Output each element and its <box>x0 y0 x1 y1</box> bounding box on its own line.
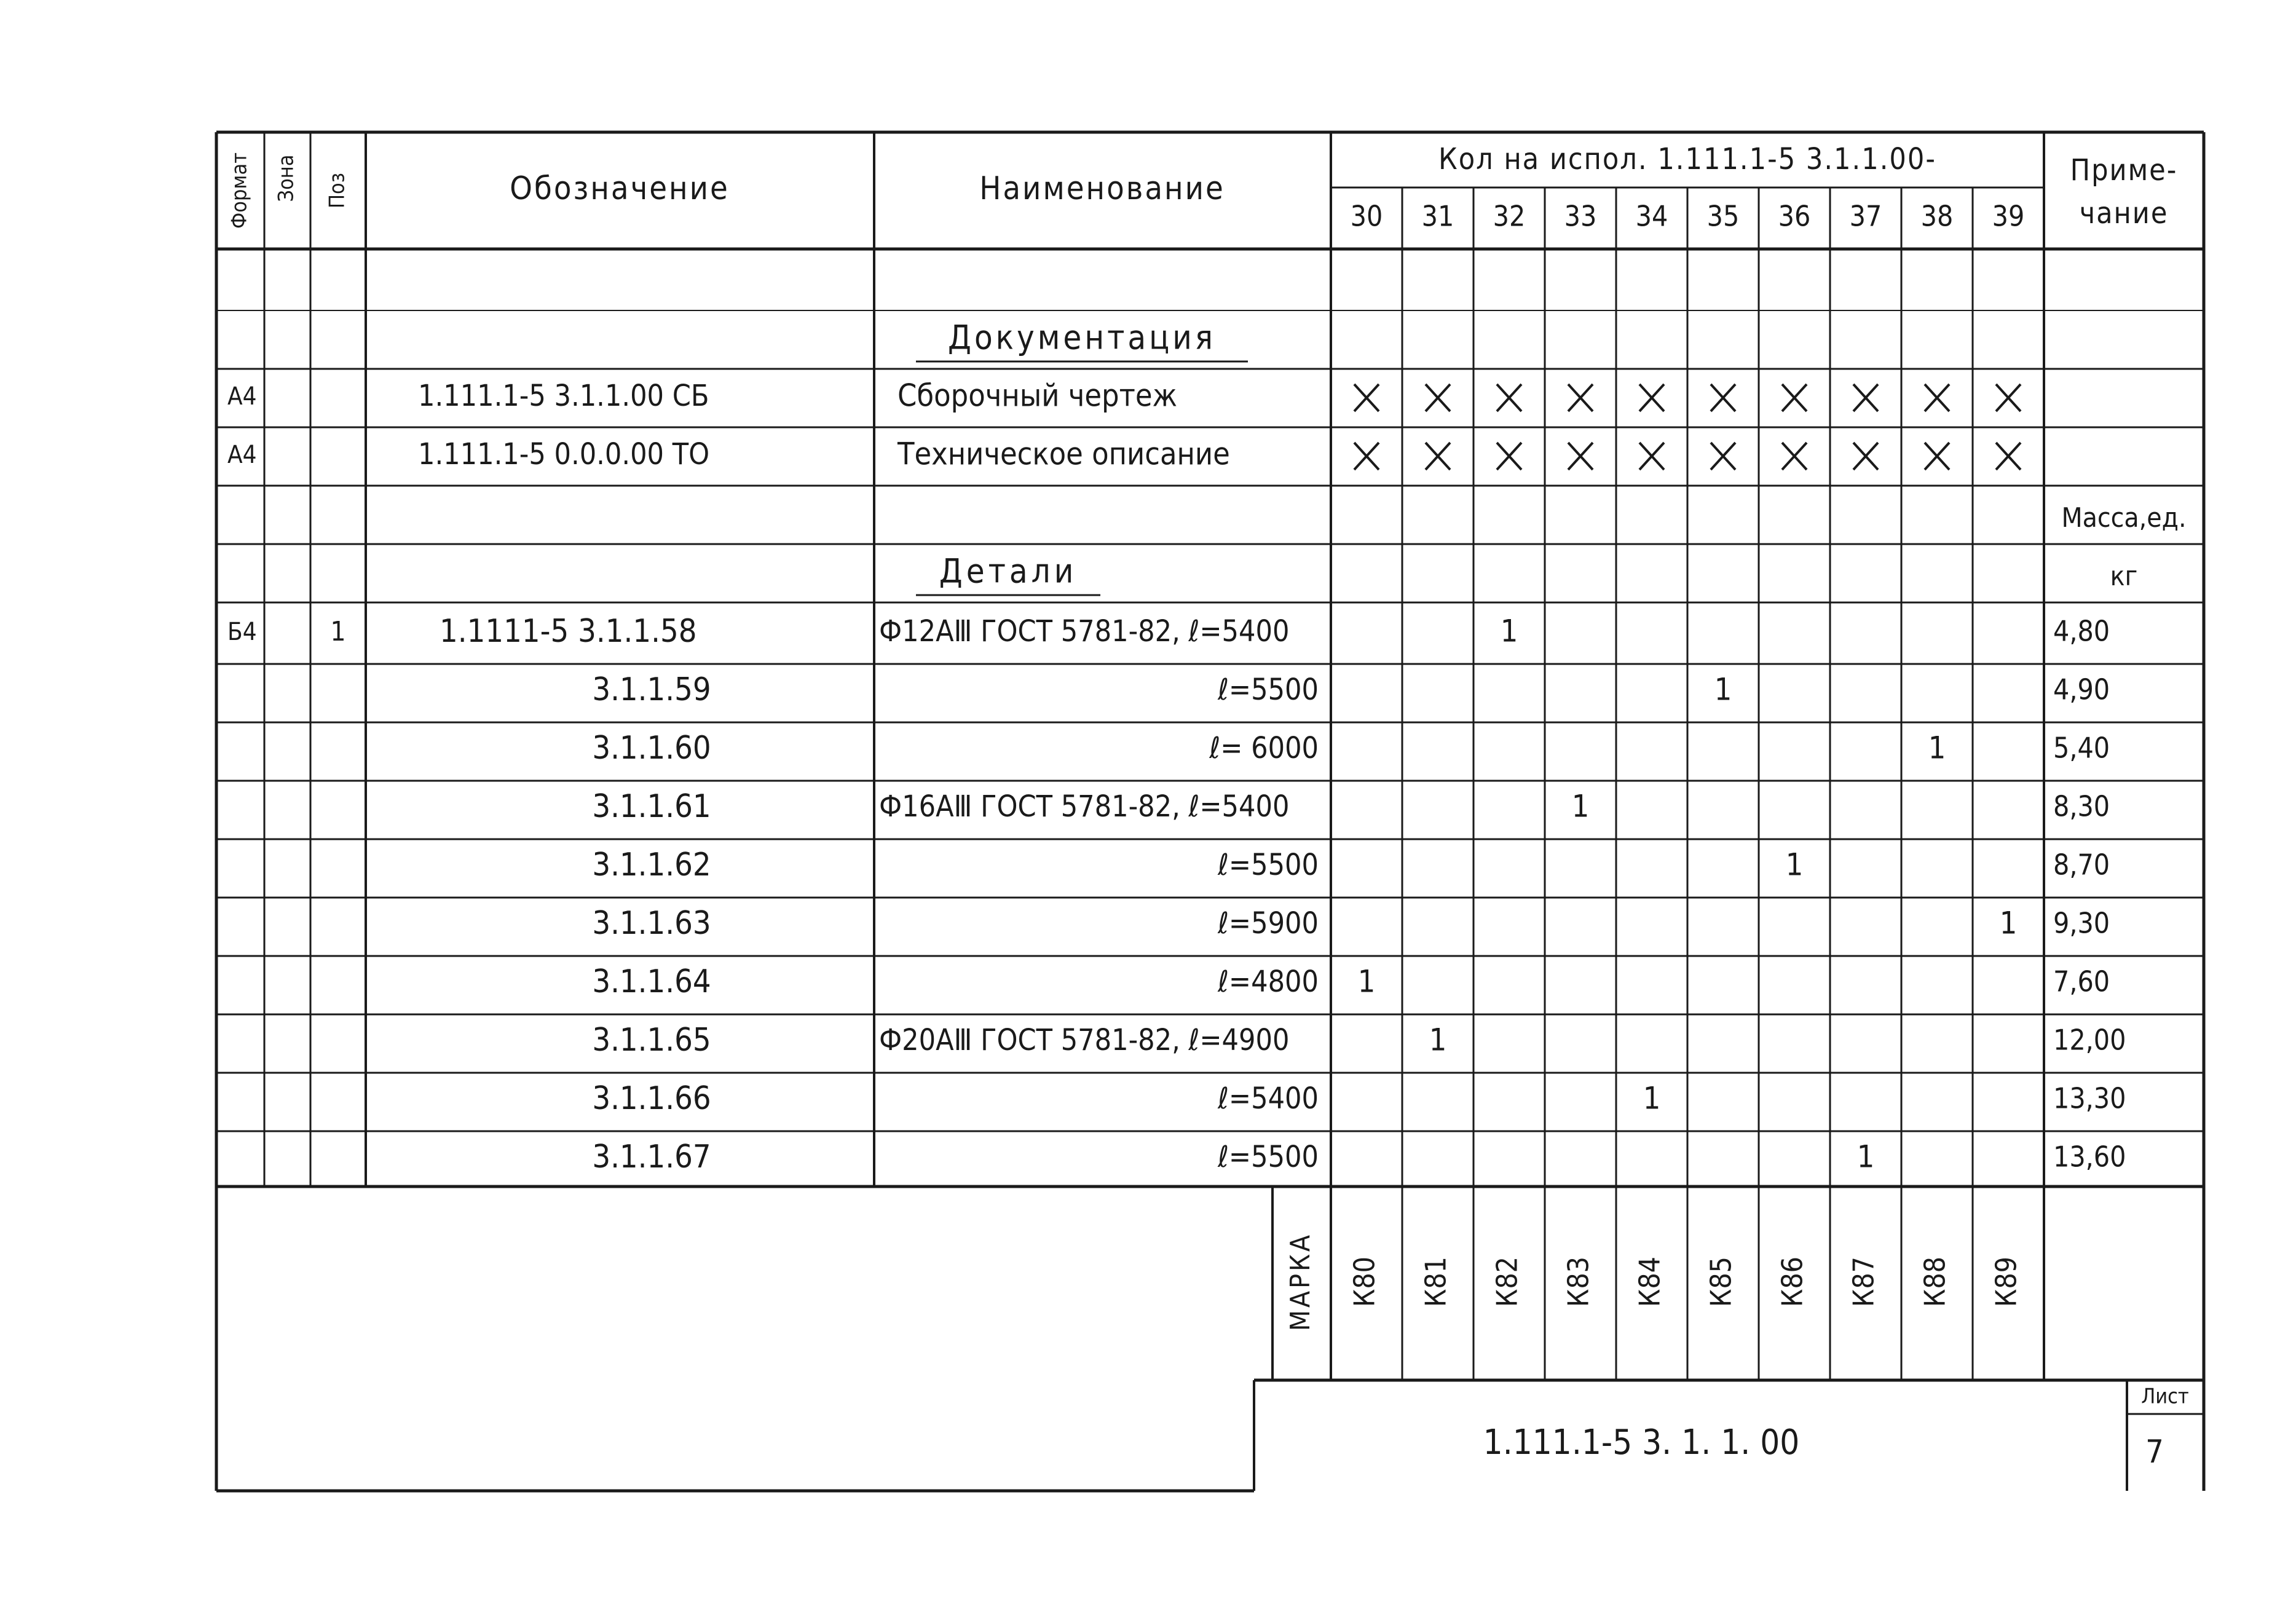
section-documentation: Документация <box>948 318 1216 357</box>
part-designation: 3.1.1.60 <box>592 730 711 767</box>
part-designation: 3.1.1.65 <box>592 1022 711 1059</box>
part-name: ℓ=5500 <box>1218 848 1319 882</box>
marka-mark-82: К82 <box>1490 1256 1524 1308</box>
variant-header-32: 32 <box>1493 199 1526 233</box>
header-designation: Обозначение <box>510 170 730 207</box>
part-mass: 8,30 <box>2053 789 2110 823</box>
header-qty-title: Кол на испол. 1.111.1-5 3.1.1.00- <box>1438 142 1936 176</box>
part-qty: 1 <box>1643 1080 1661 1116</box>
document-row <box>227 378 2021 414</box>
doc-format: А4 <box>227 441 257 469</box>
document-row <box>227 436 2021 472</box>
cross-mark <box>1568 443 1593 470</box>
part-designation: 3.1.1.64 <box>592 963 711 1000</box>
part-mass: 7,60 <box>2053 965 2110 998</box>
cross-mark <box>1782 384 1807 411</box>
cross-mark <box>1996 443 2021 470</box>
part-mass: 9,30 <box>2053 906 2110 940</box>
marka-mark-81: К81 <box>1419 1256 1453 1308</box>
part-mass: 4,80 <box>2053 614 2110 648</box>
part-name: ℓ= 6000 <box>1209 731 1319 765</box>
header-pos: Поз <box>325 173 350 208</box>
part-name: ℓ=5400 <box>1218 1081 1319 1116</box>
parts-rows <box>227 613 2126 1175</box>
marka-mark-84: К84 <box>1633 1256 1667 1308</box>
part-row <box>592 730 2110 767</box>
cross-mark <box>1426 384 1450 411</box>
marka-mark-80: К80 <box>1347 1256 1381 1308</box>
part-mass: 13,60 <box>2053 1140 2126 1174</box>
part-designation: 3.1.1.67 <box>592 1139 711 1175</box>
marka-mark-87: К87 <box>1847 1256 1880 1308</box>
part-mass: 8,70 <box>2053 848 2110 882</box>
variant-header-31: 31 <box>1421 199 1454 233</box>
header-note-line1: Приме- <box>2070 153 2178 188</box>
marka-mark-83: К83 <box>1561 1256 1595 1308</box>
marka-mark-85: К85 <box>1704 1256 1738 1308</box>
cross-mark <box>1639 384 1664 411</box>
doc-designation: 1.111.1-5 3.1.1.00 СБ <box>418 379 709 413</box>
mass-label-line1: Масса,ед. <box>2061 502 2187 534</box>
part-qty: 1 <box>1357 963 1376 1000</box>
header-name: Наименование <box>979 170 1225 207</box>
part-format: Б4 <box>227 618 257 646</box>
cross-mark <box>1426 443 1450 470</box>
variant-header-33: 33 <box>1564 199 1597 233</box>
cross-mark <box>1996 384 2021 411</box>
part-row <box>592 1022 2126 1059</box>
part-row <box>592 1139 2126 1175</box>
part-designation: 3.1.1.63 <box>592 905 711 942</box>
sheet-label: Лист <box>2141 1384 2189 1409</box>
part-mass: 5,40 <box>2053 731 2110 765</box>
header-format: Формат <box>227 152 252 229</box>
mass-label-line2: кг <box>2110 561 2138 592</box>
part-row <box>592 963 2110 1000</box>
part-designation: 3.1.1.61 <box>592 788 711 825</box>
doc-name: Техническое описание <box>897 436 1230 472</box>
part-qty: 1 <box>1785 847 1804 883</box>
marka-label: МАРКА <box>1285 1232 1316 1332</box>
variant-header-37: 37 <box>1849 199 1882 233</box>
cross-mark <box>1497 384 1521 411</box>
part-designation: 1.1111-5 3.1.1.58 <box>440 613 697 650</box>
part-qty: 1 <box>1500 613 1518 649</box>
title-code: 1.111.1-5 3. 1. 1. 00 <box>1483 1423 1800 1463</box>
variant-header-35: 35 <box>1706 199 1740 233</box>
marka-block <box>1285 1233 2023 1331</box>
doc-format: А4 <box>227 382 257 411</box>
part-mass: 13,30 <box>2053 1081 2126 1115</box>
part-row <box>592 905 2110 942</box>
part-row <box>592 1080 2126 1117</box>
part-row <box>592 788 2110 825</box>
cross-mark <box>1711 384 1735 411</box>
part-name: Ф20АⅢ ГОСТ 5781-82, ℓ=4900 <box>879 1023 1290 1057</box>
header-zone: Зона <box>274 154 299 202</box>
part-designation: 3.1.1.59 <box>592 671 711 708</box>
part-qty: 1 <box>1429 1022 1447 1058</box>
cross-mark <box>1354 443 1379 470</box>
header-note-line2: чание <box>2079 196 2169 231</box>
marka-marks <box>1348 1257 2023 1307</box>
cross-mark <box>1568 384 1593 411</box>
sheet-number: 7 <box>2145 1434 2164 1471</box>
doc-designation: 1.111.1-5 0.0.0.00 ТО <box>418 437 710 472</box>
part-name: ℓ=4800 <box>1218 965 1319 999</box>
part-qty: 1 <box>1856 1139 1875 1175</box>
marka-mark-88: К88 <box>1918 1256 1952 1308</box>
part-qty: 1 <box>1928 730 1946 766</box>
part-name: ℓ=5500 <box>1218 1140 1319 1174</box>
part-designation: 3.1.1.66 <box>592 1080 711 1117</box>
cross-mark <box>1711 443 1735 470</box>
variant-header-34: 34 <box>1635 199 1668 233</box>
part-row <box>592 847 2110 883</box>
part-name: ℓ=5500 <box>1218 673 1319 707</box>
cross-mark <box>1925 384 1949 411</box>
part-mass: 4,90 <box>2053 673 2110 706</box>
variant-header-38: 38 <box>1920 199 1954 233</box>
part-pos: 1 <box>330 616 346 647</box>
documents-rows <box>227 378 2021 472</box>
part-qty: 1 <box>1999 905 2018 941</box>
cross-mark <box>1853 384 1878 411</box>
section-parts: Детали <box>939 551 1078 591</box>
part-mass: 12,00 <box>2053 1023 2126 1057</box>
cross-mark <box>1925 443 1949 470</box>
part-name: ℓ=5900 <box>1218 906 1319 941</box>
part-qty: 1 <box>1571 788 1590 824</box>
part-row <box>592 671 2110 708</box>
cross-mark <box>1782 443 1807 470</box>
part-qty: 1 <box>1714 671 1732 708</box>
variant-header-30: 30 <box>1350 199 1383 233</box>
title-block <box>1483 1384 2189 1471</box>
part-row <box>227 613 2110 650</box>
marka-mark-89: К89 <box>1989 1256 2023 1308</box>
part-designation: 3.1.1.62 <box>592 847 711 883</box>
variant-header-39: 39 <box>1992 199 2025 233</box>
cross-mark <box>1497 443 1521 470</box>
doc-name: Сборочный чертеж <box>897 377 1178 414</box>
variant-header-36: 36 <box>1778 199 1811 233</box>
marka-mark-86: К86 <box>1775 1256 1809 1308</box>
part-name: Ф12АⅢ ГОСТ 5781-82, ℓ=5400 <box>879 614 1290 649</box>
cross-mark <box>1354 384 1379 411</box>
cross-mark <box>1639 443 1664 470</box>
part-name: Ф16АⅢ ГОСТ 5781-82, ℓ=5400 <box>879 789 1290 824</box>
cross-mark <box>1853 443 1878 470</box>
